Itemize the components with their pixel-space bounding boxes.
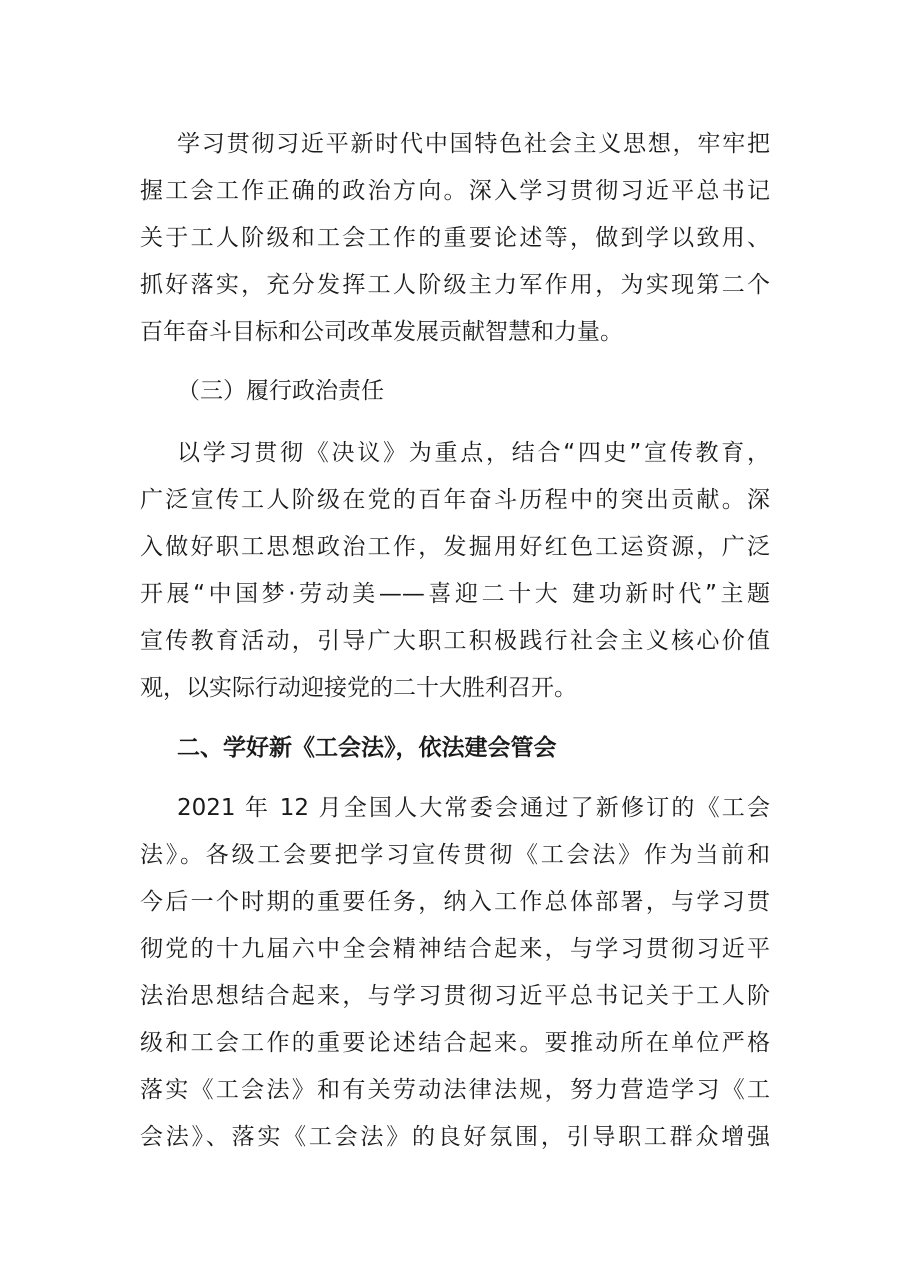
paragraph-3-line-4: 彻党的十九届六中全会精神结合起来，与学习贯彻习近平: [140, 936, 770, 962]
paragraph-1-line-1: 学习贯彻习近平新时代中国特色社会主义思想，牢牢把: [177, 131, 770, 157]
paragraph-2-line-2: 广泛宣传工人阶级在党的百年奋斗历程中的突出贡献。深: [140, 487, 770, 513]
paragraph-3-line-3: 今后一个时期的重要任务，纳入工作总体部署，与学习贯: [140, 889, 770, 915]
section-heading-2: 二、学好新《工会法》，依法建会管会: [177, 735, 557, 761]
paragraph-3-line-6: 级和工会工作的重要论述结合起来。要推动所在单位严格: [140, 1030, 770, 1056]
paragraph-3-line-2: 法》。各级工会要把学习宣传贯彻《工会法》作为当前和: [140, 842, 770, 868]
paragraph-1-line-2: 握工会工作正确的政治方向。深入学习贯彻习近平总书记: [140, 178, 770, 204]
paragraph-2-line-6: 观，以实际行动迎接党的二十大胜利召开。: [140, 675, 577, 701]
paragraph-3-line-1: 2021 年 12 月全国人大常委会通过了新修订的《工会: [177, 795, 770, 821]
paragraph-2-line-5: 宣传教育活动，引导广大职工积极践行社会主义核心价值: [140, 628, 770, 654]
subheading-3: （三）履行政治责任: [177, 378, 384, 404]
paragraph-3-line-8: 会法》、落实《工会法》的良好氛围，引导职工群众增强: [140, 1124, 770, 1150]
paragraph-1-line-5: 百年奋斗目标和公司改革发展贡献智慧和力量。: [140, 319, 623, 345]
paragraph-1-line-4: 抓好落实，充分发挥工人阶级主力军作用，为实现第二个: [140, 272, 770, 298]
paragraph-1-line-3: 关于工人阶级和工会工作的重要论述等，做到学以致用、: [140, 225, 770, 251]
paragraph-2-line-1: 以学习贯彻《决议》为重点，结合“四史”宣传教育，: [177, 440, 770, 466]
paragraph-3-line-5: 法治思想结合起来，与学习贯彻习近平总书记关于工人阶: [140, 983, 770, 1009]
paragraph-3-line-7: 落实《工会法》和有关劳动法律法规，努力营造学习《工: [140, 1077, 770, 1103]
paragraph-2-line-4: 开展“中国梦·劳动美——喜迎二十大 建功新时代”主题: [140, 581, 770, 607]
paragraph-2-line-3: 入做好职工思想政治工作，发掘用好红色工运资源，广泛: [140, 534, 770, 560]
